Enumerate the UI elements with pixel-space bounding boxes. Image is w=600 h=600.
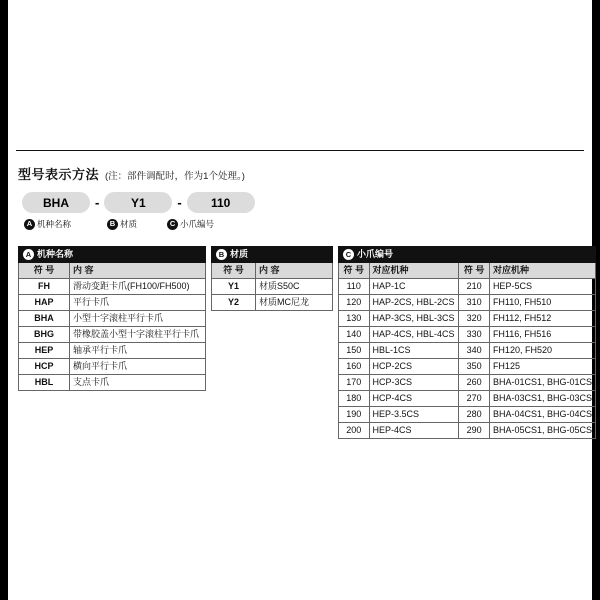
table-a-band xyxy=(19,247,206,263)
cell-symbol-left: 110 xyxy=(339,279,370,295)
circle-a-icon: A xyxy=(24,219,35,230)
cell-symbol-left: 150 xyxy=(339,343,370,359)
table-b-band-cell xyxy=(212,247,333,263)
code-part-material: Y1 xyxy=(104,192,172,213)
table-c-header-row xyxy=(339,263,596,279)
table-c-col-model-1: 对应机种 xyxy=(369,263,459,279)
cell-symbol: Y2 xyxy=(212,295,256,311)
cell-content: 支点卡爪 xyxy=(70,375,206,391)
table-claw-numbers xyxy=(338,246,596,439)
cell-symbol-right: 310 xyxy=(459,295,490,311)
cell-model-left: HCP-4CS xyxy=(369,391,459,407)
cell-model-left: HCP-3CS xyxy=(369,375,459,391)
cell-symbol: Y1 xyxy=(212,279,256,295)
table-a-col-content: 内 容 xyxy=(70,263,206,279)
cell-model-right: BHA-01CS1, BHG-01CS xyxy=(489,375,595,391)
page-title: 型号表示方法 xyxy=(18,167,100,182)
cell-content: 小型十字滚柱平行卡爪 xyxy=(70,311,206,327)
cell-content: 轴承平行卡爪 xyxy=(70,343,206,359)
cell-model-right: FH116, FH516 xyxy=(489,327,595,343)
cell-symbol-right: 350 xyxy=(459,359,490,375)
table-c-col-symbol-1: 符 号 xyxy=(339,263,370,279)
legend-label-c: 小爪编号 xyxy=(180,219,215,229)
cell-model-right: FH112, FH512 xyxy=(489,311,595,327)
table-row xyxy=(19,311,206,327)
cell-symbol-left: 120 xyxy=(339,295,370,311)
cell-model-right: FH110, FH510 xyxy=(489,295,595,311)
cell-symbol: HBL xyxy=(19,375,70,391)
table-a-header-row xyxy=(19,263,206,279)
top-divider-rule xyxy=(16,150,584,151)
table-row xyxy=(339,407,596,423)
cell-model-right: FH120, FH520 xyxy=(489,343,595,359)
cell-content: 带橡胶盖小型十字滚柱平行卡爪 xyxy=(70,327,206,343)
table-c-col-model-2: 对应机种 xyxy=(489,263,595,279)
cell-content: 横向平行卡爪 xyxy=(70,359,206,375)
cell-symbol-right: 270 xyxy=(459,391,490,407)
table-row xyxy=(339,311,596,327)
page-title-note: (注：部件调配时，作为1个处理。) xyxy=(105,171,245,182)
code-separator-2: - xyxy=(177,195,182,210)
table-b-band-label: 材质 xyxy=(230,249,249,259)
cell-content: 平行卡爪 xyxy=(70,295,206,311)
model-code-sample xyxy=(22,192,255,213)
cell-model-left: HEP-3.5CS xyxy=(369,407,459,423)
table-row xyxy=(19,375,206,391)
cell-symbol: HCP xyxy=(19,359,70,375)
cell-model-right: BHA-04CS1, BHG-04CS xyxy=(489,407,595,423)
cell-model-left: HAP-1C xyxy=(369,279,459,295)
table-row xyxy=(212,279,333,295)
table-row xyxy=(339,391,596,407)
table-a-band-cell xyxy=(19,247,206,263)
left-black-border xyxy=(0,0,8,600)
code-part-number: 110 xyxy=(187,192,255,213)
table-row xyxy=(339,327,596,343)
table-b-header-row xyxy=(212,263,333,279)
cell-symbol-left: 170 xyxy=(339,375,370,391)
cell-content: 材质MC尼龙 xyxy=(256,295,333,311)
cell-content: 滑动变距卡爪(FH100/FH500) xyxy=(70,279,206,295)
cell-symbol-right: 340 xyxy=(459,343,490,359)
legend-item-b xyxy=(107,218,137,230)
cell-symbol-left: 130 xyxy=(339,311,370,327)
legend-label-a: 机种名称 xyxy=(37,219,72,229)
circle-b-icon-table: B xyxy=(216,249,227,260)
cell-symbol: HAP xyxy=(19,295,70,311)
cell-symbol-right: 260 xyxy=(459,375,490,391)
table-row xyxy=(339,359,596,375)
table-row xyxy=(19,359,206,375)
table-row xyxy=(339,295,596,311)
table-c-band-label: 小爪编号 xyxy=(357,249,394,259)
table-model-names xyxy=(18,246,206,391)
table-row xyxy=(212,295,333,311)
cell-model-left: HBL-1CS xyxy=(369,343,459,359)
cell-symbol-right: 280 xyxy=(459,407,490,423)
cell-content: 材质S50C xyxy=(256,279,333,295)
page-title-row xyxy=(18,164,245,183)
table-row xyxy=(339,423,596,439)
cell-symbol-left: 180 xyxy=(339,391,370,407)
code-separator-1: - xyxy=(95,195,100,210)
cell-symbol-left: 140 xyxy=(339,327,370,343)
cell-symbol-left: 160 xyxy=(339,359,370,375)
circle-c-icon-table: C xyxy=(343,249,354,260)
legend-label-b: 材质 xyxy=(120,219,138,229)
code-part-model: BHA xyxy=(22,192,90,213)
cell-symbol: FH xyxy=(19,279,70,295)
cell-symbol-right: 330 xyxy=(459,327,490,343)
document-sheet xyxy=(8,0,592,600)
table-c-band xyxy=(339,247,596,263)
cell-model-right: FH125 xyxy=(489,359,595,375)
table-materials xyxy=(211,246,333,311)
table-row xyxy=(339,279,596,295)
table-row xyxy=(19,327,206,343)
cell-model-right: HEP-5CS xyxy=(489,279,595,295)
table-row xyxy=(19,279,206,295)
cell-symbol-right: 290 xyxy=(459,423,490,439)
cell-symbol: BHA xyxy=(19,311,70,327)
table-row xyxy=(19,343,206,359)
legend-item-c xyxy=(167,218,214,230)
table-b-col-content: 内 容 xyxy=(256,263,333,279)
table-c-band-cell xyxy=(339,247,596,263)
cell-model-left: HAP-4CS, HBL-4CS xyxy=(369,327,459,343)
cell-symbol: BHG xyxy=(19,327,70,343)
cell-model-left: HAP-3CS, HBL-3CS xyxy=(369,311,459,327)
cell-model-left: HEP-4CS xyxy=(369,423,459,439)
table-row xyxy=(339,375,596,391)
cell-model-left: HAP-2CS, HBL-2CS xyxy=(369,295,459,311)
table-b-band xyxy=(212,247,333,263)
cell-symbol-left: 200 xyxy=(339,423,370,439)
code-legend xyxy=(20,218,214,230)
circle-c-icon: C xyxy=(167,219,178,230)
cell-symbol-right: 320 xyxy=(459,311,490,327)
cell-symbol-right: 210 xyxy=(459,279,490,295)
cell-model-right: BHA-03CS1, BHG-03CS xyxy=(489,391,595,407)
table-a-col-symbol: 符 号 xyxy=(19,263,70,279)
cell-model-right: BHA-05CS1, BHG-05CS xyxy=(489,423,595,439)
cell-model-left: HCP-2CS xyxy=(369,359,459,375)
table-b-col-symbol: 符 号 xyxy=(212,263,256,279)
cell-symbol-left: 190 xyxy=(339,407,370,423)
legend-item-a xyxy=(24,218,71,230)
cell-symbol: HEP xyxy=(19,343,70,359)
circle-b-icon: B xyxy=(107,219,118,230)
table-row xyxy=(339,343,596,359)
table-c-col-symbol-2: 符 号 xyxy=(459,263,490,279)
circle-a-icon-table: A xyxy=(23,249,34,260)
table-a-band-label: 机种名称 xyxy=(37,249,74,259)
table-row xyxy=(19,295,206,311)
